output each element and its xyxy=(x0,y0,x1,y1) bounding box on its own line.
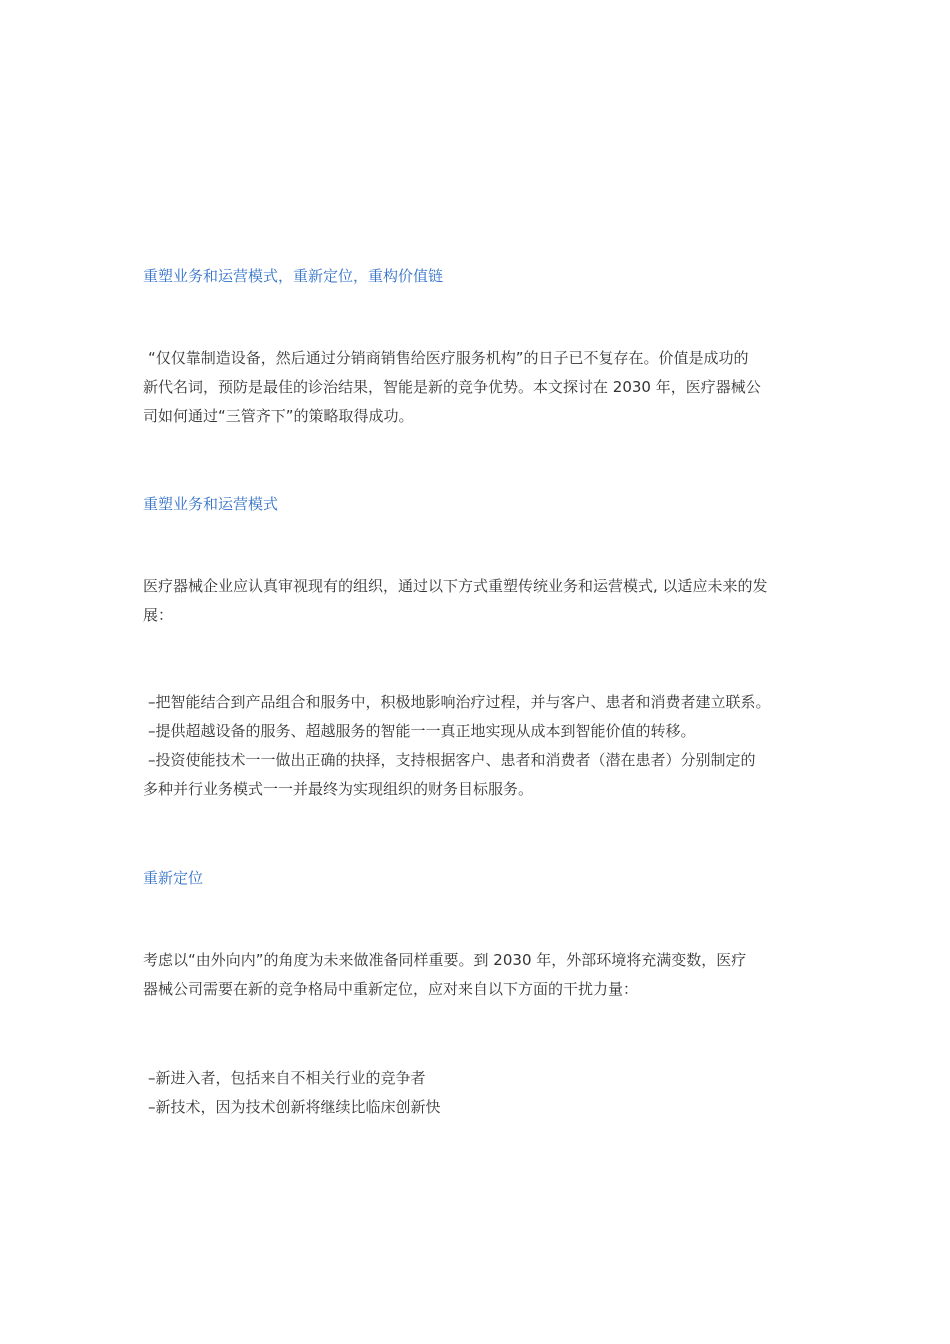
section1-paragraph xyxy=(143,572,811,630)
list-item-continuation: 多种并行业务模式一一并最终为实现组织的财务目标服务。 xyxy=(143,780,534,798)
document-title: 重塑业务和运营模式，重新定位，重构价值链 xyxy=(143,267,444,285)
list-item: –把智能结合到产品组合和服务中，积极地影响治疗过程，并与客户、患者和消费者建立联系。 xyxy=(148,693,771,711)
section2-bullet-list xyxy=(143,1064,811,1122)
section1-line: 医疗器械企业应认真审视现有的组织，通过以下方式重塑传统业务和运营模式, 以适应未来的发 xyxy=(143,577,768,595)
intro-paragraph xyxy=(143,344,811,431)
section2-paragraph xyxy=(143,946,811,1004)
list-item: –提供超越设备的服务、超越服务的智能一一真正地实现从成本到智能价值的转移。 xyxy=(148,722,696,740)
document-page xyxy=(143,0,813,1344)
section1-line: 展： xyxy=(143,606,174,624)
section-heading-reshape: 重塑业务和运营模式 xyxy=(143,495,279,513)
section-heading-reposition: 重新定位 xyxy=(143,869,204,887)
list-item: –新进入者，包括来自不相关行业的竞争者 xyxy=(148,1069,426,1087)
list-item: –投资使能技术一一做出正确的抉择，支持根据客户、患者和消费者（潜在患者）分别制定的 xyxy=(148,751,756,769)
section2-line: 考虑以“由外向内”的角度为未来做准备同样重要。到 2030 年，外部环境将充满变数，医疗 xyxy=(143,951,747,969)
intro-line: 新代名词，预防是最佳的诊治结果，智能是新的竞争优势。本文探讨在 2030 年，医疗器械公 xyxy=(143,378,761,396)
intro-line: 司如何通过“三管齐下”的策略取得成功。 xyxy=(143,407,414,425)
intro-line: “仅仅靠制造设备，然后通过分销商销售给医疗服务机构”的日子已不复存在。价值是成功的 xyxy=(148,349,749,367)
list-item: –新技术，因为技术创新将继续比临床创新快 xyxy=(148,1098,441,1116)
section1-bullet-list xyxy=(143,688,811,804)
section2-line: 器械公司需要在新的竞争格局中重新定位，应对来自以下方面的干扰力量： xyxy=(143,980,639,998)
